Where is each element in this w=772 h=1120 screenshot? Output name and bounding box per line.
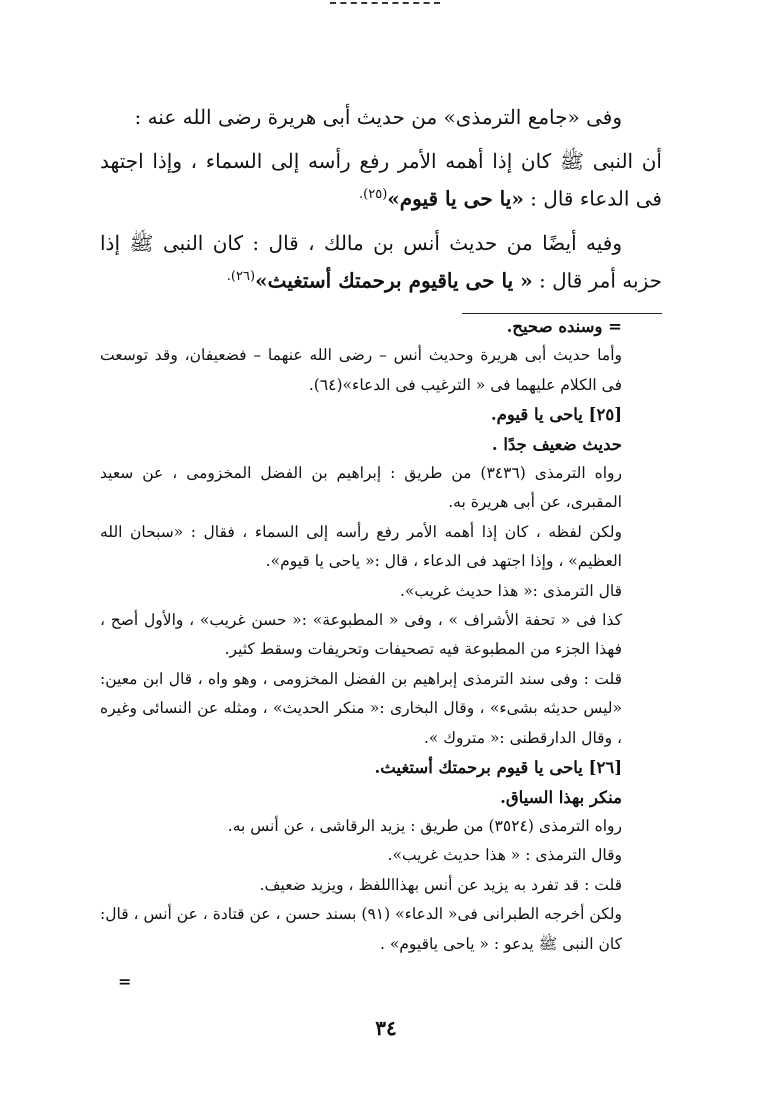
page-number: ٣٤ [375,1016,397,1040]
footnote-paragraph: وأما حديث أبى هريرة وحديث أنس – رضى الله عنهما – فضعيفان، وقد توسعت فى الكلام عليهما فى « الترغيب فى الدعاء»(٦٤). [100,346,622,394]
footnote-heading-25: [٢٥] ياحى يا قيوم. [490,405,622,425]
main-paragraph-2-quote: «يا حى يا قيوم» [387,186,524,211]
footnote-grade-26: منكر بهذا السياق. [500,787,622,807]
footnote-paragraph: قال الترمذى :« هذا حديث غريب». [399,581,622,600]
main-paragraph-3-text: وفيه أيضًا من حديث أنس بن مالك ، قال : كان النبى ﷺ إذا حزبه أمر قال : [100,230,662,293]
footnote-paragraph: قلت : وفى سند الترمذى إبراهيم بن الفضل المخزومى ، وهو واه ، قال ابن معين: «ليس حديثه بشىء» ، وقال البخارى :« منكر الحديث» ، ومثله عن النسائى وغيره ، وقال الدارقطنى :« متروك ». [100,669,622,747]
footnote-grade-25: حديث ضعيف جدًا . [491,434,622,454]
footnote-paragraph: ولكن لفظه ، كان إذا أهمه الأمر رفع رأسه إلى السماء ، فقال : «سبحان الله العظيم» ، وإذا اجتهد فى الدعاء ، قال :« ياحى يا قيوم». [100,522,622,571]
footnote-paragraph: وقال الترمذى : « هذا حديث غريب». [387,846,622,865]
footnote-continuation: = وسنده صحيح. [506,317,622,336]
footnote-paragraph: ولكن أخرجه الطبرانى فى« الدعاء» (٩١) بسند حسن ، عن قتادة ، عن أنس ، قال: كان النبى ﷺ يدعو : « ياحى ياقيوم» . [100,905,622,953]
main-paragraph-3-quote: « يا حى ياقيوم برحمتك أستغيث» [255,268,533,293]
main-paragraph-3 [100,226,662,298]
top-border-decoration [330,2,440,4]
main-text [100,100,662,297]
footnote-paragraph: رواه الترمذى (٣٤٣٦) من طريق : إبراهيم بن الفضل المخزومى ، عن سعيد المقبرى، عن أبى هريرة به. [100,464,622,512]
main-paragraph-2 [100,144,662,216]
footnote-paragraph: قلت : قد تفرد به يزيد عن أنس بهذااللفظ ، ويزيد ضعيف. [259,875,622,894]
footnote-ref-26: (٢٦). [226,268,256,284]
footnote-paragraph: كذا فى « تحفة الأشراف » ، وفى « المطبوعة» :« حسن غريب» ، والأول أصح ، فهذا الجزء من المطبوعة فيه تصحيفات وتحريفات وسقط كثير. [100,611,622,659]
main-paragraph-1: وفى «جامع الترمذى» من حديث أبى هريرة رضى الله عنه : [134,105,622,129]
footnote-ref-25: (٢٥). [359,187,388,202]
footnote-paragraph: رواه الترمذى (٣٥٢٤) من طريق : يزيد الرقاشى ، عن أنس به. [227,816,622,835]
main-paragraph-2-text: أن النبى ﷺ كان إذا أهمه الأمر رفع رأسه إلى السماء ، وإذا اجتهد فى الدعاء قال : [100,149,662,211]
footnote-heading-26: [٢٦] ياحى يا قيوم برحمتك أستغيث. [374,758,622,778]
footnotes [100,312,662,959]
continuation-mark: = [118,972,132,991]
